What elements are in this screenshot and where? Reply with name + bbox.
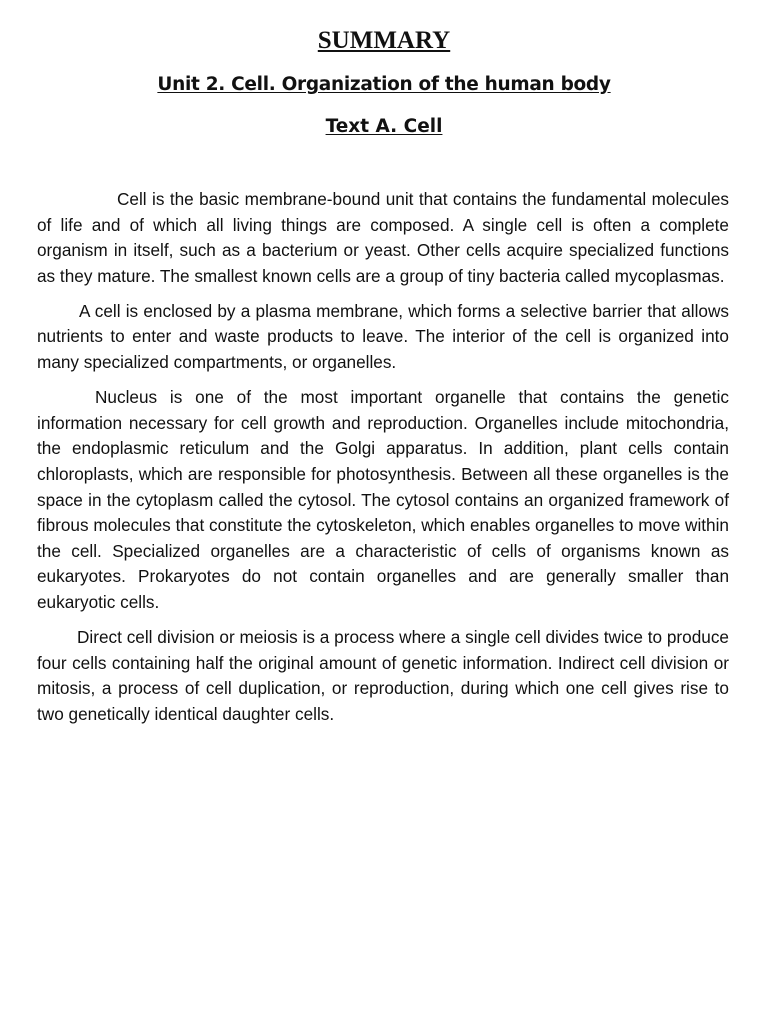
paragraph-cell-division: Direct cell division or meiosis is a process where a single cell divides twice to produce four cells containing half the original amount of genetic information. Indirect cell division or mitosis, a process of cell duplication, or reproduction, during which one cell gives rise to two genetically identical daughter cells. — [37, 627, 729, 724]
paragraph-plasma-membrane: A cell is enclosed by a plasma membrane, which forms a selective barrier that allows nutrients to enter and waste products to leave. The interior of the cell is organized into many specialized compartments, or organelles. — [37, 300, 729, 373]
body-text — [37, 187, 729, 737]
paragraph-organelles: Nucleus is one of the most important organelle that contains the genetic information necessary for cell growth and reproduction. Organelles include mitochondria, the endoplasmic reticulum and the Golgi apparatus. In addition, plant cells contain chloroplasts, which are responsible for photosynthesis. Between all these organelles is the space in the cytoplasm called the cytosol. The cytosol contains an organized framework of fibrous molecules that constitute the cytoskeleton, which enables organelles to move within the cell. Specialized organelles are a characteristic of cells of organisms known as eukaryotes. Prokaryotes do not contain organelles and are generally smaller than eukaryotic cells. — [37, 387, 729, 612]
paragraph-cell-definition: Cell is the basic membrane-bound unit that contains the fundamental molecules of life and of which all living things are composed. A single cell is often a complete organism in itself, such as a bacterium or yeast. Other cells acquire specialized functions as they mature. The smallest known cells are a group of tiny bacteria called mycoplasmas. — [37, 189, 729, 286]
unit-heading: Unit 2. Cell. Organization of the human body — [157, 74, 611, 95]
document-title: SUMMARY — [317, 27, 451, 54]
section-heading: Text A. Cell — [325, 116, 443, 137]
